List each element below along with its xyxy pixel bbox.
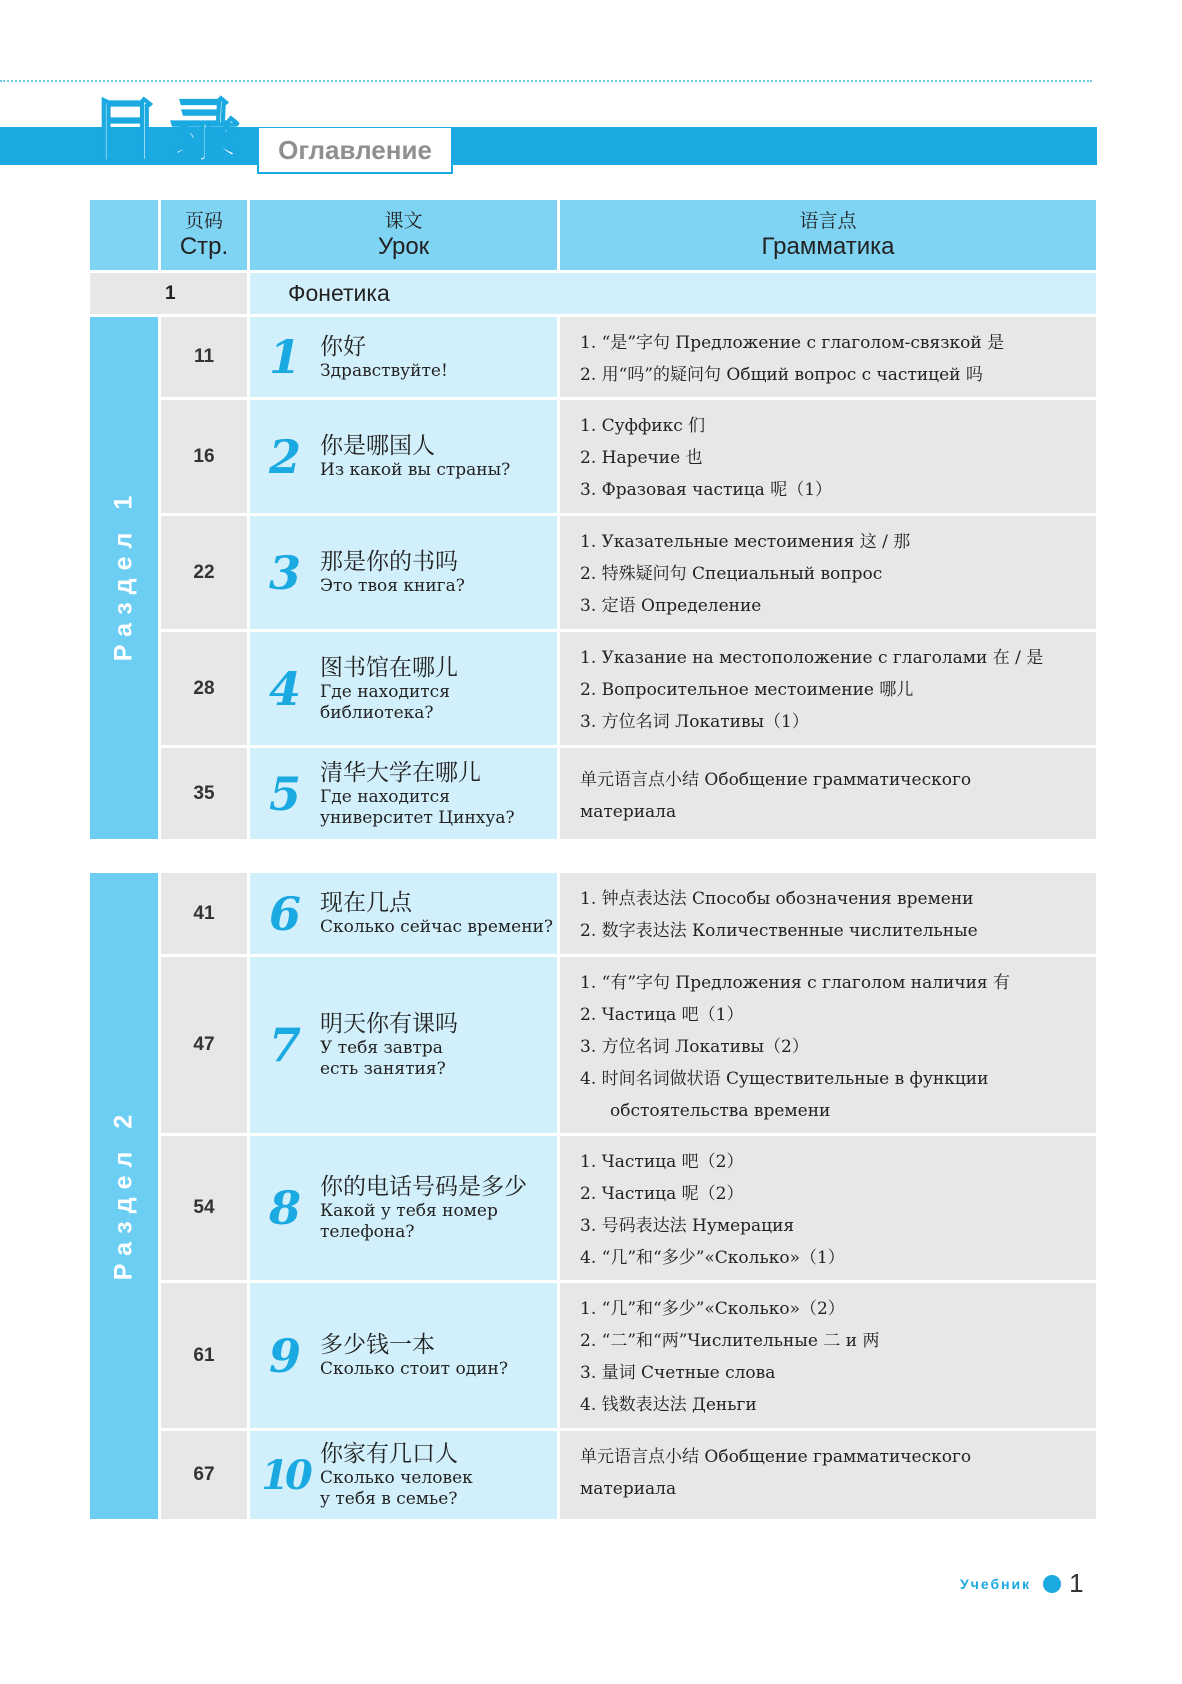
page-title: 目录 (90, 91, 250, 173)
header-page (161, 200, 247, 270)
lesson-page: 61 (161, 1283, 247, 1428)
phonetics-page: 1 (90, 273, 247, 314)
header-page-zh: 页码 (184, 211, 223, 232)
lesson-page: 47 (161, 957, 247, 1133)
lesson-text (320, 1440, 473, 1510)
grammar-cell (560, 748, 1096, 839)
lesson-title-ru: университет Цинхуа? (320, 807, 515, 828)
grammar-point: 2. Наречие 也 (580, 448, 703, 468)
grammar-point: 2. Частица 呢（2） (580, 1184, 744, 1204)
lesson-text (320, 889, 553, 938)
lesson-title-ru: Из какой вы страны? (320, 460, 511, 480)
lesson-number: 1 (268, 330, 301, 384)
lesson-title-cell (250, 957, 557, 1133)
grammar-point: 1. Указание на местоположение с глаголами 在 / 是 (580, 648, 1044, 668)
header-lesson-zh: 课文 (384, 211, 423, 232)
lesson-title-cell (250, 1283, 557, 1428)
phonetics-title: Фонетика (250, 273, 1096, 314)
lesson-title-ru: Сколько человек (320, 1468, 473, 1488)
lesson-text (320, 333, 448, 382)
header-lesson (250, 200, 557, 270)
grammar-point: 4. “几”和“多少”«Сколько»（1） (580, 1248, 845, 1268)
header-lesson-ru: Урок (377, 233, 430, 260)
grammar-point: 2. Вопросительное местоимение 哪儿 (580, 680, 914, 700)
grammar-point: 3. Фразовая частица 呢（1） (580, 480, 833, 500)
lesson-title-zh: 那是你的书吗 (320, 549, 458, 575)
grammar-point: 1. Частица 吧（2） (580, 1152, 744, 1172)
header-corner (90, 200, 158, 270)
lesson-number: 5 (268, 766, 301, 821)
grammar-point: 2. 数字表达法 Количественные числительные (580, 921, 978, 941)
grammar-point: 3. 号码表达法 Нумерация (580, 1216, 795, 1236)
grammar-cell (560, 632, 1096, 745)
lesson-text (320, 1173, 527, 1243)
lesson-text (320, 654, 458, 724)
lesson-title-cell (250, 632, 557, 745)
lesson-title-ru: у тебя в семье? (320, 1489, 458, 1509)
footer-dot-icon (1043, 1575, 1061, 1593)
lesson-title-zh: 清华大学在哪儿 (320, 759, 481, 786)
lesson-text (320, 1010, 458, 1080)
grammar-cell (560, 516, 1096, 629)
lesson-number: 10 (261, 1451, 309, 1499)
lesson-title-ru: Где находится (320, 681, 450, 702)
grammar-point: 2. 特殊疑问句 Специальный вопрос (580, 564, 883, 584)
grammar-point: 2. “二”和“两”Числительные 二 и 两 (580, 1331, 880, 1351)
lesson-page: 54 (161, 1136, 247, 1280)
lesson-page: 16 (161, 400, 247, 513)
lesson-title-zh: 多少钱一本 (320, 1332, 435, 1358)
header-grammar-zh: 语言点 (799, 211, 857, 232)
grammar-point: 3. 量词 Счетные слова (580, 1363, 776, 1383)
lesson-title-ru: У тебя завтра (320, 1038, 443, 1058)
dotted-rule (0, 80, 1092, 82)
lesson-title-cell (250, 748, 557, 839)
grammar-cell (560, 873, 1096, 954)
lesson-title-ru: Сколько стоит один? (320, 1359, 508, 1379)
section-1-bar (90, 317, 158, 839)
grammar-point: 2. 用“吗”的疑问句 Общий вопрос с частицей 吗 (580, 365, 983, 385)
grammar-point: 1. “几”和“多少”«Сколько»（2） (580, 1299, 845, 1319)
grammar-cell (560, 1431, 1096, 1519)
grammar-point: 1. “是”字句 Предложение с глаголом-связкой 是 (580, 333, 1005, 353)
grammar-point: обстоятельства времени (610, 1101, 831, 1121)
lesson-title-ru: Сколько сейчас времени? (320, 917, 553, 937)
grammar-point: 3. 定语 Определение (580, 596, 762, 616)
grammar-point: 4. 钱数表达法 Деньги (580, 1395, 757, 1415)
page-subtitle: Оглавление (257, 128, 453, 174)
lesson-text (320, 548, 465, 597)
lesson-title-ru: Какой у тебя номер (320, 1201, 498, 1221)
lesson-title-ru: телефона? (320, 1222, 415, 1242)
lesson-title-ru: Это твоя книга? (320, 576, 465, 596)
lesson-number: 2 (268, 429, 301, 484)
lesson-page: 41 (161, 873, 247, 954)
grammar-point: материала (580, 1479, 677, 1499)
lesson-text (320, 1331, 508, 1380)
lesson-number: 3 (268, 545, 301, 600)
lesson-number: 9 (268, 1328, 301, 1383)
grammar-point: 单元语言点小结 Обобщение грамматического (580, 1447, 972, 1467)
grammar-point: 3. 方位名词 Локативы（1） (580, 712, 809, 732)
lesson-page: 22 (161, 516, 247, 629)
page-number: 1 (1069, 1568, 1084, 1598)
grammar-cell (560, 957, 1096, 1133)
section-2-bar (90, 873, 158, 1519)
lesson-title-cell (250, 400, 557, 513)
lesson-number: 4 (268, 661, 301, 716)
header-page-ru: Стр. (179, 233, 229, 260)
lesson-title-cell (250, 873, 557, 954)
lesson-page: 67 (161, 1431, 247, 1519)
lesson-title-zh: 你好 (320, 333, 366, 360)
lesson-title-ru: Здравствуйте! (320, 360, 448, 381)
lesson-title-zh: 你的电话号码是多少 (320, 1174, 527, 1200)
grammar-point: 1. 钟点表达法 Способы обозначения времени (580, 889, 974, 909)
lesson-text (320, 759, 515, 829)
grammar-point: 1. Указательные местоимения 这 / 那 (580, 532, 911, 552)
section-1-label: Раздел 1 (109, 487, 138, 662)
lesson-title-zh: 明天你有课吗 (320, 1011, 458, 1037)
lesson-number: 8 (268, 1181, 301, 1235)
lesson-title-ru: Где находится (320, 786, 450, 807)
lesson-title-zh: 现在几点 (320, 890, 412, 916)
grammar-point: 1. Суффикс 们 (580, 416, 706, 436)
lesson-title-ru: есть занятия? (320, 1059, 446, 1079)
lesson-number: 7 (268, 1018, 301, 1072)
page-footer (960, 1568, 1084, 1599)
grammar-cell (560, 1283, 1096, 1428)
lesson-page: 11 (161, 317, 247, 397)
lesson-page: 28 (161, 632, 247, 745)
section-2-label: Раздел 2 (109, 1106, 138, 1281)
footer-label: Учебник (960, 1575, 1032, 1592)
lesson-title-zh: 你是哪国人 (320, 433, 435, 459)
header-grammar-ru: Грамматика (761, 233, 895, 260)
grammar-point: 1. “有”字句 Предложения с глаголом наличия 有 (580, 973, 1011, 993)
lesson-title-cell (250, 317, 557, 397)
grammar-point: 4. 时间名词做状语 Существительные в функции (580, 1069, 989, 1089)
lesson-text (320, 432, 510, 481)
lesson-title-ru: библиотека? (320, 702, 434, 723)
grammar-point: 2. Частица 吧（1） (580, 1005, 744, 1025)
lesson-page: 35 (161, 748, 247, 839)
grammar-cell (560, 317, 1096, 397)
lesson-number: 6 (268, 886, 301, 941)
grammar-point: 3. 方位名词 Локативы（2） (580, 1037, 809, 1057)
header-grammar (560, 200, 1096, 270)
lesson-title-zh: 你家有几口人 (320, 1441, 458, 1467)
grammar-point: 单元语言点小结 Обобщение грамматического (580, 770, 972, 790)
lesson-title-cell (250, 1136, 557, 1280)
lesson-title-zh: 图书馆在哪儿 (320, 654, 458, 681)
grammar-cell (560, 1136, 1096, 1280)
lesson-title-cell (250, 516, 557, 629)
grammar-point: материала (580, 802, 677, 822)
lesson-title-cell (250, 1431, 557, 1519)
grammar-cell (560, 400, 1096, 513)
